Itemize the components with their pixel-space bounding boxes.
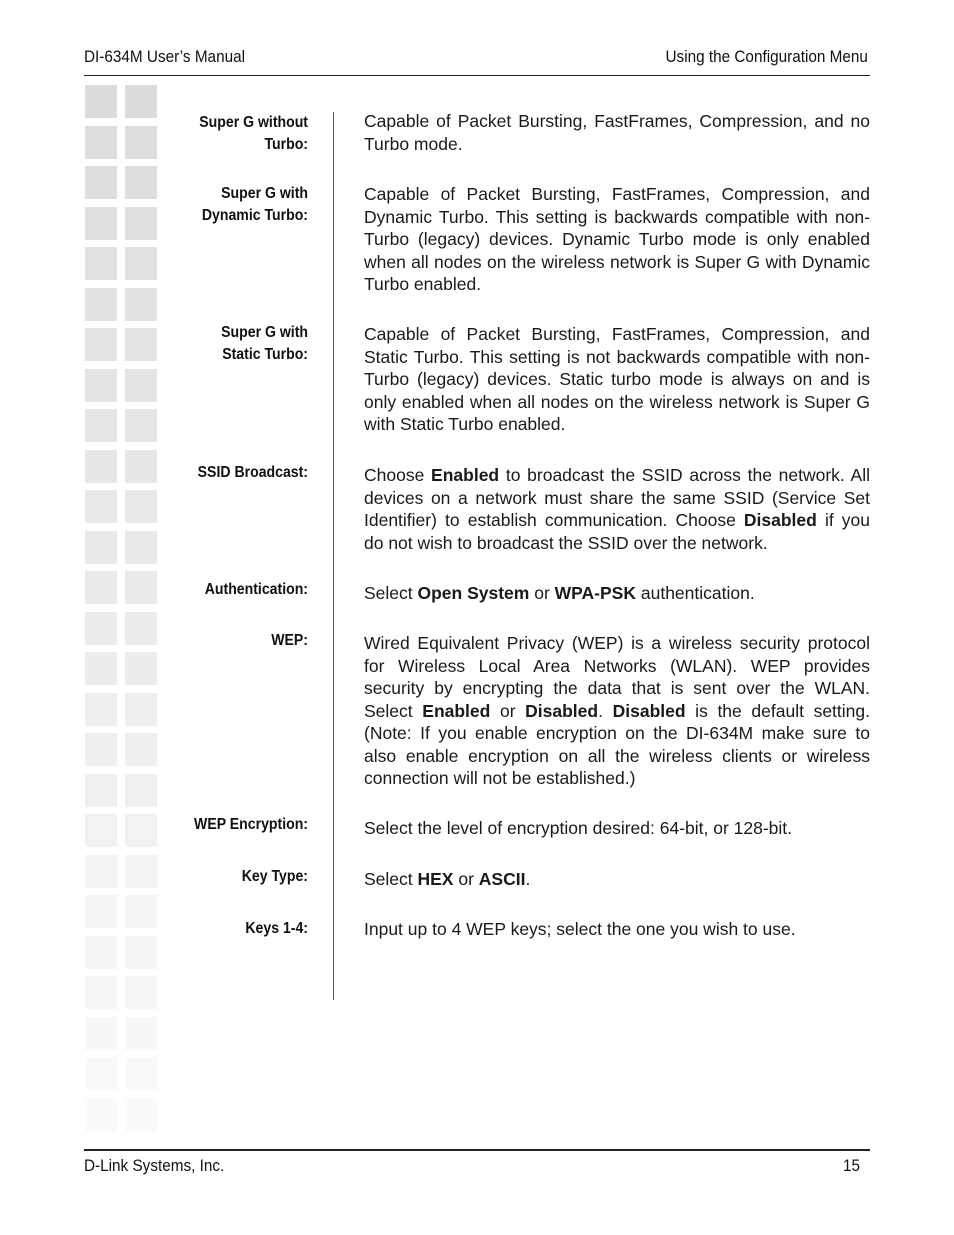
column-divider — [333, 112, 334, 1000]
desc-super-g-static-turbo: Capable of Packet Bursting, FastFrames, Compression, and Static Turbo. This setting is not backwards compatible with non-Turbo (legacy) devices. Static turbo mode is always on and is only enabled when all nodes on the wireless network is Super G with Static Turbo enabled. — [364, 324, 870, 434]
decorative-tile — [125, 288, 157, 321]
desc-text: . — [598, 700, 613, 721]
decorative-tile — [85, 976, 117, 1009]
bold-term: Open System — [417, 583, 530, 603]
footer-company: D-Link Systems, Inc. — [84, 1156, 225, 1175]
desc-authentication — [364, 582, 870, 605]
desc-keys-1-4: Input up to 4 WEP keys; select the one you wish to use. — [364, 919, 796, 939]
desc-super-g-without-turbo: Capable of Packet Bursting, FastFrames, Compression, and no Turbo mode. — [364, 111, 870, 154]
decorative-tile — [125, 652, 157, 685]
decorative-tile — [85, 166, 117, 199]
term-super-g-without-turbo: Super G without Turbo: — [199, 114, 308, 153]
desc-wep — [364, 632, 870, 790]
decorative-tile — [125, 733, 157, 766]
decorative-tile — [85, 369, 117, 402]
desc-text: Wired Equivalent Privacy (WEP) is a wireless security protocol for Wireless Local Area Networks (WLAN). WEP provides security by encrypting the data that is sent over the WLAN. Select — [364, 633, 870, 721]
decorative-tile — [85, 895, 117, 928]
decorative-tile — [125, 976, 157, 1009]
decorative-tile — [85, 328, 117, 361]
header-section-title: Using the Configuration Menu — [665, 47, 868, 66]
bold-term: Disabled — [612, 700, 686, 721]
desc-text: is the default setting. (Note: If you enable encryption on the DI-634M make sure to also enable encryption on all the wireless clients or wireless connection will not be established.) — [364, 700, 870, 788]
decorative-tile — [85, 855, 117, 888]
decorative-tile — [125, 1057, 157, 1090]
decorative-tile — [85, 774, 117, 807]
decorative-tile — [125, 693, 157, 726]
bold-term: Disabled — [525, 700, 599, 721]
bold-term: Enabled — [422, 700, 491, 721]
decorative-tile — [85, 652, 117, 685]
decorative-tile — [125, 490, 157, 523]
decorative-tile — [85, 814, 117, 847]
decorative-tile — [125, 1098, 157, 1131]
term-keys-1-4: Keys 1-4: — [245, 920, 308, 937]
desc-text: or — [453, 869, 479, 889]
bold-term: HEX — [417, 869, 454, 889]
desc-text: to broadcast the SSID across the network. All devices on a network must share the same SSID (Service Set Identifier) to establish communication. Choose — [364, 465, 870, 530]
footer-divider — [84, 1149, 870, 1151]
decorative-tile — [85, 612, 117, 645]
term-key-type: Key Type: — [241, 868, 308, 885]
decorative-tile — [85, 126, 117, 159]
desc-key-type — [364, 868, 870, 891]
decorative-tile — [125, 936, 157, 969]
decorative-tile — [85, 1017, 117, 1050]
desc-text: if you do not wish to broadcast the SSID over the network. — [364, 510, 870, 553]
desc-text: or — [490, 700, 526, 721]
page-number: 15 — [843, 1156, 861, 1175]
decorative-tile — [85, 450, 117, 483]
decorative-tile — [85, 1057, 117, 1090]
desc-text: or — [529, 583, 555, 603]
decorative-tile — [85, 409, 117, 442]
decorative-tile — [125, 369, 157, 402]
decorative-tile — [85, 207, 117, 240]
decorative-tile-column — [85, 85, 158, 1150]
desc-text: Select — [364, 869, 418, 889]
decorative-tile — [85, 936, 117, 969]
decorative-tile — [85, 733, 117, 766]
bold-term: WPA-PSK — [554, 583, 636, 603]
term-ssid-broadcast: SSID Broadcast: — [197, 464, 308, 481]
decorative-tile — [85, 247, 117, 280]
bold-term: ASCII — [478, 869, 526, 889]
decorative-tile — [125, 247, 157, 280]
bold-term: Disabled — [743, 510, 817, 530]
term-wep: WEP: — [271, 632, 308, 649]
bold-term: Enabled — [431, 465, 500, 485]
desc-text: Choose — [364, 465, 432, 485]
decorative-tile — [85, 1098, 117, 1131]
decorative-tile — [125, 531, 157, 564]
decorative-tile — [85, 571, 117, 604]
decorative-tile — [85, 85, 117, 118]
desc-ssid-broadcast — [364, 464, 870, 554]
decorative-tile — [85, 490, 117, 523]
desc-text: authentication. — [636, 583, 755, 603]
term-super-g-dynamic-turbo: Super G with Dynamic Turbo: — [201, 185, 308, 224]
decorative-tile — [85, 693, 117, 726]
decorative-tile — [125, 774, 157, 807]
term-authentication: Authentication: — [204, 581, 308, 598]
decorative-tile — [125, 409, 157, 442]
term-super-g-static-turbo: Super G with Static Turbo: — [221, 324, 308, 363]
decorative-tile — [85, 531, 117, 564]
desc-wep-encryption: Select the level of encryption desired: 64-bit, or 128-bit. — [364, 818, 793, 838]
decorative-tile — [125, 1017, 157, 1050]
desc-text: Select — [364, 583, 418, 603]
decorative-tile — [85, 288, 117, 321]
header-manual-title: DI-634M User’s Manual — [84, 47, 246, 66]
term-wep-encryption: WEP Encryption: — [194, 816, 308, 833]
header-divider — [84, 75, 870, 76]
desc-super-g-dynamic-turbo: Capable of Packet Bursting, FastFrames, Compression, and Dynamic Turbo. This setting is backwards compatible with non-Turbo (legacy) devices. Dynamic Turbo mode is only enabled when all nodes on the wireless network is Super G with Dynamic Turbo enabled. — [364, 184, 870, 294]
desc-text: . — [525, 869, 531, 889]
